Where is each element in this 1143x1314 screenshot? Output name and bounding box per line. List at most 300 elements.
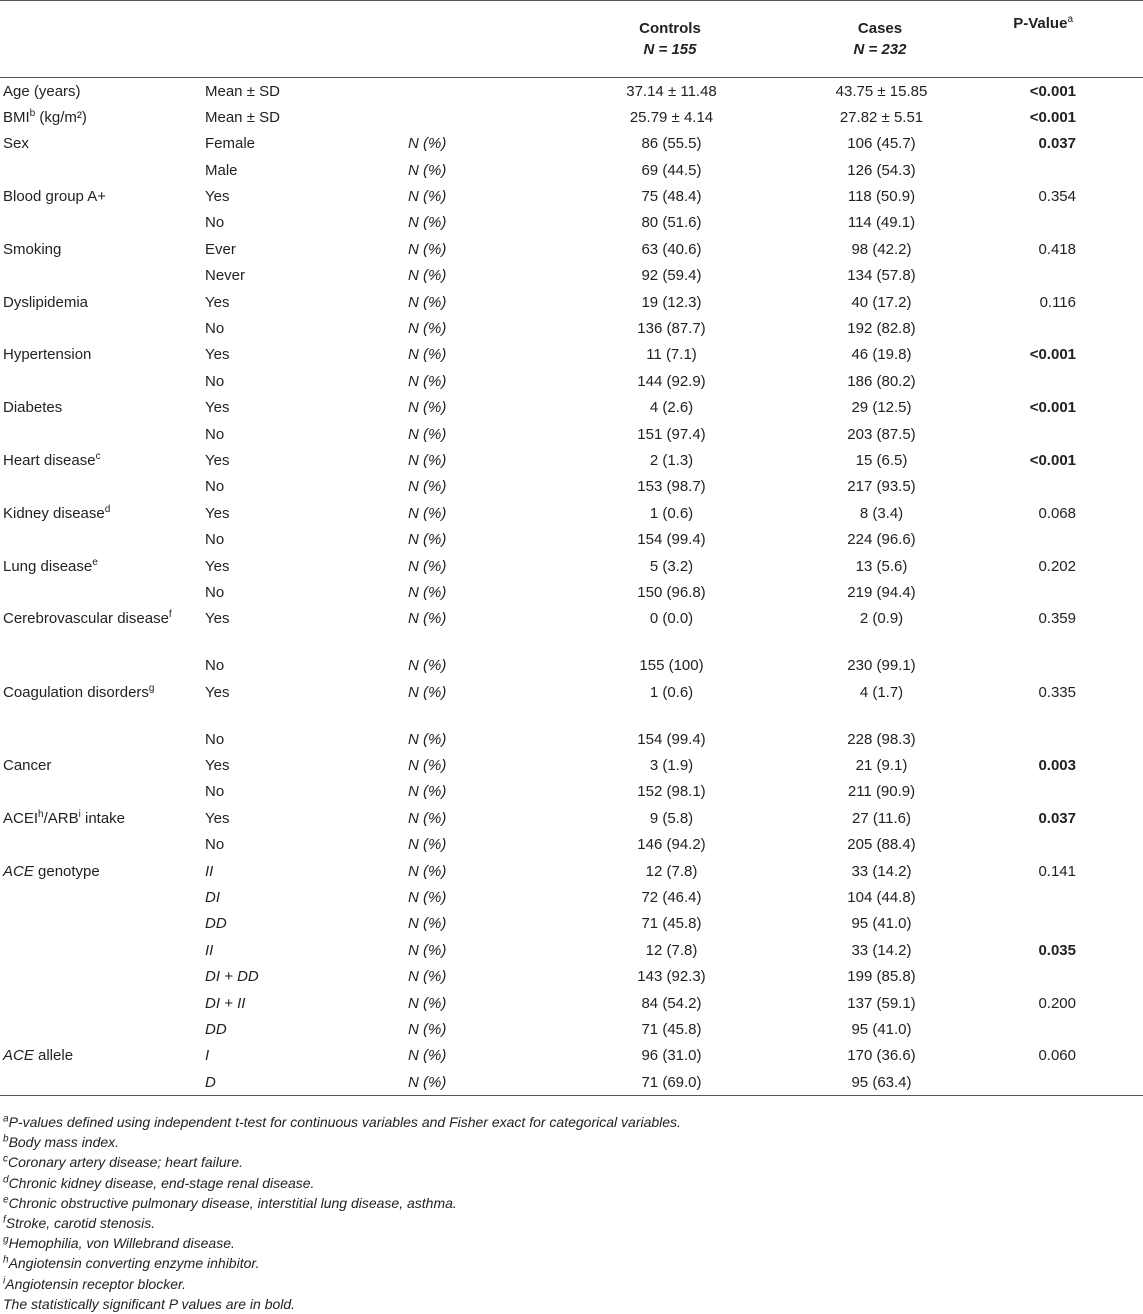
controls-value: [560, 805, 780, 831]
stat-label: N (%): [408, 372, 447, 390]
cases-value: [780, 963, 980, 989]
level-label: No: [205, 657, 225, 675]
level-cell: [202, 236, 405, 262]
cases-text: 192 (82.8): [847, 320, 916, 338]
controls-value: [560, 183, 780, 209]
controls-text: 72 (46.4): [641, 889, 702, 907]
footnote-text: Coronary artery disease; heart failure.: [8, 1154, 243, 1171]
level-label: Yes: [205, 399, 230, 417]
p-value-text: 0.116: [1039, 293, 1076, 311]
cases-text: 43.75 ± 15.85: [835, 83, 928, 100]
controls-value: [560, 526, 780, 552]
controls-value: [560, 990, 780, 1016]
level-label: No: [205, 730, 225, 748]
level-cell: [202, 679, 405, 726]
table-row: [0, 500, 1143, 526]
p-value: [980, 447, 1143, 473]
stat-cell: [405, 341, 560, 367]
footnote-text: P-values defined using independent t-test for continuous variables and Fisher exact for categorical variables.: [8, 1114, 681, 1130]
variable-cell: [0, 652, 202, 678]
table-row: [0, 157, 1143, 183]
p-value: [980, 394, 1143, 420]
level-cell: [202, 289, 405, 315]
footnote: [3, 1253, 681, 1273]
stat-label: N (%): [408, 399, 447, 417]
variable-name: Heart disease: [3, 451, 96, 469]
p-value: [980, 262, 1143, 288]
controls-text: 9 (5.8): [649, 809, 694, 827]
cases-value: [780, 526, 980, 552]
p-value: [980, 579, 1143, 605]
controls-value: [560, 831, 780, 857]
level-cell: [202, 963, 405, 989]
cases-text: 230 (99.1): [847, 657, 916, 675]
p-value: [980, 1069, 1143, 1095]
controls-text: 25.79 ± 4.14: [629, 108, 714, 126]
stat-cell: [405, 104, 560, 130]
p-value-text: 0.418: [1038, 240, 1076, 258]
stat-label: N (%): [408, 478, 447, 496]
footnote: [3, 1112, 681, 1132]
level-label: No: [205, 583, 225, 601]
cases-value: [780, 341, 980, 367]
level-cell: [202, 394, 405, 420]
footnotes: [3, 1112, 681, 1314]
cases-value: [780, 315, 980, 341]
p-value-text: <0.001: [1029, 451, 1076, 469]
controls-value: [560, 1042, 780, 1068]
cases-value: [780, 778, 980, 804]
controls-text: 37.14 ± 11.48: [626, 83, 717, 100]
stat-label: N (%): [408, 836, 447, 854]
table-row: [0, 884, 1143, 910]
controls-value: [560, 500, 780, 526]
variable-name-suffix: allele: [33, 1047, 74, 1065]
footnote-text: Chronic kidney disease, end-stage renal disease.: [8, 1174, 315, 1191]
p-value-text: 0.035: [1038, 941, 1076, 959]
controls-value: [560, 579, 780, 605]
cases-text: 95 (63.4): [851, 1073, 912, 1091]
controls-text: 71 (45.8): [641, 915, 702, 933]
header-cases-n: N = 232: [853, 41, 907, 58]
variable-name-suffix: genotype: [33, 862, 100, 880]
cases-value: [780, 937, 980, 963]
stat-cell: [405, 963, 560, 989]
cases-text: 21 (9.1): [855, 757, 908, 775]
cases-text: 29 (12.5): [851, 399, 912, 417]
level-label: I: [205, 1047, 210, 1065]
stat-label: N (%): [408, 1047, 447, 1065]
table-row: [0, 104, 1143, 130]
controls-text: 136 (87.7): [637, 320, 706, 338]
stat-cell: [405, 805, 560, 831]
level-label: Ever: [205, 240, 236, 258]
level-cell: [202, 858, 405, 884]
controls-text: 146 (94.2): [637, 836, 706, 854]
table-row: [0, 990, 1143, 1016]
level-label: Yes: [205, 809, 230, 827]
p-value-text: <0.001: [1029, 399, 1076, 417]
stat-cell: [405, 289, 560, 315]
cases-value: [780, 605, 980, 652]
stat-cell: [405, 605, 560, 652]
cases-value: [780, 1042, 980, 1068]
p-value-text: <0.001: [1029, 346, 1076, 364]
controls-value: [560, 447, 780, 473]
header-blank-1: [0, 1, 202, 78]
footnote: [3, 1213, 681, 1233]
controls-text: 150 (96.8): [637, 583, 706, 601]
p-value-text: 0.060: [1038, 1047, 1076, 1065]
variable-name: ACE: [3, 1047, 34, 1065]
level-label: II: [205, 862, 214, 880]
variable-cell: [0, 726, 202, 752]
table-row: [0, 315, 1143, 341]
level-label: Yes: [205, 293, 230, 311]
cases-text: 228 (98.3): [847, 730, 916, 748]
controls-text: 1 (0.6): [649, 504, 694, 522]
header-pvalue: [980, 1, 1143, 78]
level-label: DD: [205, 1021, 227, 1038]
cases-value: [780, 262, 980, 288]
variable-cell: [0, 937, 202, 963]
cases-text: 27.82 ± 5.51: [839, 108, 924, 126]
p-value: [980, 315, 1143, 341]
stat-label: N (%): [408, 915, 447, 933]
cases-value: [780, 473, 980, 499]
stat-label: N (%): [408, 161, 447, 179]
stat-cell: [405, 394, 560, 420]
stat-cell: [405, 884, 560, 910]
p-value-text: 0.354: [1038, 188, 1076, 206]
p-value: [980, 963, 1143, 989]
p-value-text: 0.003: [1038, 757, 1076, 775]
level-label: Female: [205, 135, 256, 153]
stat-cell: [405, 726, 560, 752]
level-cell: [202, 1016, 405, 1042]
variable-footnote-mark: g: [148, 682, 155, 694]
p-value: [980, 884, 1143, 910]
cases-value: [780, 752, 980, 778]
footnote-text: Stroke, carotid stenosis.: [5, 1215, 156, 1232]
cases-text: 98 (42.2): [851, 240, 912, 258]
controls-text: 1 (0.6): [649, 683, 694, 701]
controls-value: [560, 963, 780, 989]
p-value: [980, 157, 1143, 183]
level-label: Yes: [205, 557, 230, 575]
stat-label: N (%): [408, 994, 447, 1012]
level-cell: [202, 78, 405, 104]
level-cell: [202, 1069, 405, 1095]
controls-value: [560, 884, 780, 910]
cases-text: 217 (93.5): [847, 478, 916, 496]
cases-text: 205 (88.4): [847, 836, 916, 854]
footnote-mark: i: [3, 1274, 6, 1286]
controls-text: 63 (40.6): [641, 240, 702, 258]
variable-footnote-mark: c: [95, 450, 101, 462]
table-row: [0, 1016, 1143, 1042]
controls-value: [560, 937, 780, 963]
cases-text: 224 (96.6): [847, 531, 916, 549]
table-row: [0, 236, 1143, 262]
cases-value: [780, 1069, 980, 1095]
stat-cell: [405, 130, 560, 156]
variable-name-suffix: intake: [80, 809, 126, 827]
stat-label: N (%): [408, 757, 447, 775]
level-cell: [202, 831, 405, 857]
level-cell: [202, 579, 405, 605]
level-cell: [202, 805, 405, 831]
controls-value: [560, 726, 780, 752]
p-value-text: 0.202: [1038, 557, 1076, 575]
variable-cell: [0, 910, 202, 936]
level-cell: [202, 778, 405, 804]
table-row: [0, 341, 1143, 367]
cases-value: [780, 368, 980, 394]
p-value: [980, 183, 1143, 209]
cases-value: [780, 726, 980, 752]
p-value: [980, 526, 1143, 552]
stat-cell: [405, 778, 560, 804]
controls-text: 96 (31.0): [641, 1047, 702, 1065]
variable-cell: [0, 990, 202, 1016]
level-cell: [202, 262, 405, 288]
cases-value: [780, 884, 980, 910]
stat-cell: [405, 752, 560, 778]
stat-cell: [405, 831, 560, 857]
cases-value: [780, 990, 980, 1016]
variable-name: Blood group A+: [3, 188, 107, 206]
stat-label: N (%): [408, 293, 447, 311]
variable-cell: [0, 831, 202, 857]
stat-label: N (%): [408, 862, 447, 880]
stat-label: N (%): [408, 583, 447, 601]
p-value-text: <0.001: [1029, 108, 1076, 126]
table-row: [0, 421, 1143, 447]
level-cell: [202, 473, 405, 499]
cases-value: [780, 858, 980, 884]
controls-value: [560, 130, 780, 156]
controls-text: 151 (97.4): [637, 425, 706, 443]
variable-name: Cancer: [3, 757, 52, 775]
variable-name: Hypertension: [3, 346, 92, 364]
p-value: [980, 605, 1143, 652]
controls-text: 11 (7.1): [646, 346, 697, 364]
variable-footnote-mark-2: i: [78, 808, 81, 820]
header-blank-2: [202, 1, 405, 78]
cases-text: 203 (87.5): [847, 425, 916, 443]
variable-name: Lung disease: [3, 557, 93, 575]
p-value: [980, 209, 1143, 235]
variable-cell: [0, 421, 202, 447]
header-controls: [560, 1, 780, 78]
cases-value: [780, 104, 980, 130]
cases-text: 2 (0.9): [859, 610, 904, 628]
stat-cell: [405, 1042, 560, 1068]
controls-text: 152 (98.1): [637, 783, 706, 801]
footnote-mark: a: [3, 1113, 9, 1125]
p-value: [980, 679, 1143, 726]
cases-value: [780, 289, 980, 315]
stat-cell: [405, 315, 560, 341]
controls-text: 92 (59.4): [641, 267, 702, 285]
controls-text: 154 (99.4): [637, 531, 706, 549]
table-row: [0, 652, 1143, 678]
p-value: [980, 652, 1143, 678]
level-label: Yes: [205, 610, 230, 628]
controls-text: 155 (100): [639, 657, 704, 675]
level-label: No: [205, 214, 225, 232]
variable-cell: [0, 262, 202, 288]
header-blank-3: [405, 1, 560, 78]
controls-value: [560, 605, 780, 652]
variable-footnote-mark: b: [29, 107, 36, 119]
table-row: [0, 553, 1143, 579]
stat-label: N (%): [408, 657, 447, 675]
cases-value: [780, 553, 980, 579]
variable-name: Cerebrovascular disease: [3, 610, 169, 628]
level-label: No: [205, 320, 225, 338]
level-cell: [202, 447, 405, 473]
p-value-text: 0.037: [1038, 809, 1076, 827]
variable-cell: [0, 289, 202, 315]
stat-cell: [405, 858, 560, 884]
controls-value: [560, 421, 780, 447]
cases-value: [780, 910, 980, 936]
variable-cell: [0, 341, 202, 367]
footnote-mark: d: [3, 1173, 9, 1185]
variable-cell: [0, 130, 202, 156]
table-row: [0, 579, 1143, 605]
stat-label: N (%): [408, 135, 447, 153]
cases-text: 186 (80.2): [847, 372, 916, 390]
table-row: [0, 262, 1143, 288]
variable-name: Kidney disease: [3, 504, 105, 522]
cases-text: 118 (50.9): [847, 188, 916, 206]
level-label: DI + DD: [205, 968, 259, 986]
controls-value: [560, 104, 780, 130]
cases-text: 199 (85.8): [847, 968, 916, 986]
cases-value: [780, 421, 980, 447]
table-row: [0, 1069, 1143, 1095]
variable-name: Diabetes: [3, 399, 63, 417]
stat-cell: [405, 236, 560, 262]
cases-text: 114 (49.1): [847, 214, 916, 232]
footnote: [3, 1274, 681, 1294]
level-cell: [202, 990, 405, 1016]
p-value: [980, 937, 1143, 963]
variable-cell: [0, 752, 202, 778]
stat-cell: [405, 526, 560, 552]
level-cell: [202, 209, 405, 235]
footnote-text: Angiotensin converting enzyme inhibitor.: [8, 1255, 260, 1272]
variable-cell: [0, 858, 202, 884]
variable-name: ACEI: [3, 809, 39, 827]
stat-label: N (%): [408, 610, 447, 628]
controls-value: [560, 262, 780, 288]
level-cell: [202, 752, 405, 778]
footnote: [3, 1132, 681, 1152]
stat-cell: [405, 990, 560, 1016]
stat-label: N (%): [408, 267, 447, 285]
table-header: [0, 1, 1143, 78]
table-row: [0, 473, 1143, 499]
table-row: [0, 447, 1143, 473]
variable-cell: [0, 183, 202, 209]
cases-text: 4 (1.7): [859, 683, 904, 701]
controls-value: [560, 553, 780, 579]
variable-cell: [0, 394, 202, 420]
controls-text: 5 (3.2): [649, 557, 694, 575]
level-label: DD: [205, 915, 227, 933]
controls-text: 12 (7.8): [645, 862, 698, 880]
variable-cell: [0, 805, 202, 831]
footnote-mark: b: [3, 1133, 9, 1145]
variable-cell: [0, 579, 202, 605]
stat-cell: [405, 1069, 560, 1095]
p-value: [980, 990, 1143, 1016]
stat-label: N (%): [408, 320, 447, 338]
table-row: [0, 910, 1143, 936]
controls-text: 2 (1.3): [649, 451, 694, 469]
cases-value: [780, 500, 980, 526]
controls-text: 153 (98.7): [637, 478, 706, 496]
cases-text: 104 (44.8): [847, 889, 916, 907]
controls-value: [560, 341, 780, 367]
variable-footnote-mark: e: [92, 556, 98, 568]
p-value: [980, 752, 1143, 778]
stat-label: N (%): [408, 783, 447, 801]
p-value: [980, 726, 1143, 752]
p-value: [980, 805, 1143, 831]
cases-text: 134 (57.8): [847, 267, 916, 285]
controls-value: [560, 78, 780, 104]
table-row: [0, 1042, 1143, 1068]
stat-label: N (%): [408, 214, 447, 232]
level-cell: [202, 130, 405, 156]
p-value-text: 0.037: [1038, 135, 1076, 153]
variable-name: ACE: [3, 862, 34, 880]
p-value: [980, 553, 1143, 579]
stat-label: N (%): [408, 425, 447, 443]
p-value: [980, 104, 1143, 130]
cases-text: 170 (36.6): [847, 1047, 916, 1065]
cases-text: 13 (5.6): [855, 557, 908, 575]
stat-cell: [405, 937, 560, 963]
cases-value: [780, 157, 980, 183]
cases-text: 8 (3.4): [859, 504, 904, 522]
cases-value: [780, 394, 980, 420]
table-row: [0, 778, 1143, 804]
table-row: [0, 752, 1143, 778]
stat-label: N (%): [408, 968, 447, 986]
variable-name: Smoking: [3, 240, 62, 258]
variable-name-suffix: (kg/m²): [35, 108, 87, 126]
level-cell: [202, 500, 405, 526]
footnote: [3, 1152, 681, 1172]
table-row: [0, 368, 1143, 394]
footnote: [3, 1193, 681, 1213]
footer-note: The statistically significant P values are in bold.: [3, 1295, 296, 1312]
level-cell: [202, 526, 405, 552]
level-label: Yes: [205, 451, 230, 469]
controls-value: [560, 315, 780, 341]
controls-text: 84 (54.2): [641, 994, 702, 1012]
p-value-text: 0.335: [1038, 683, 1076, 701]
stat-label: N (%): [408, 531, 447, 549]
controls-text: 86 (55.5): [641, 135, 702, 153]
p-value: [980, 473, 1143, 499]
